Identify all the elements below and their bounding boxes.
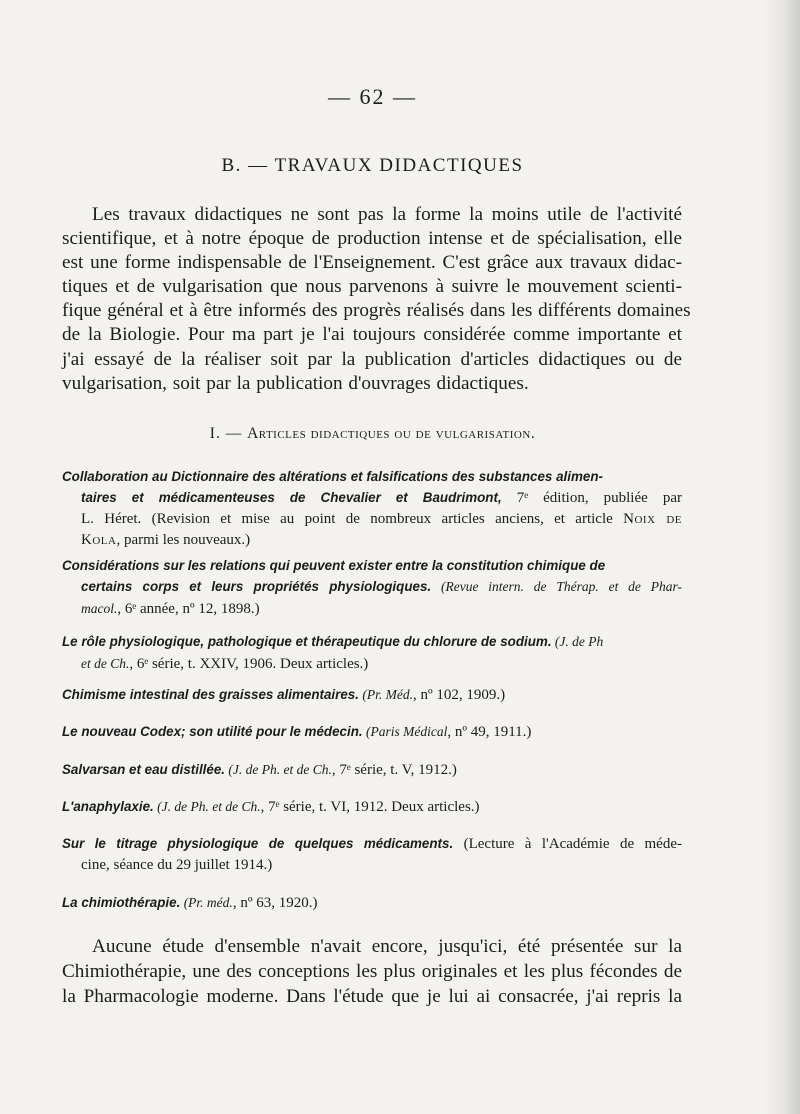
- entry-title: La chimiothérapie.: [62, 895, 181, 910]
- entry-line: [62, 598, 682, 620]
- entry-ref: 7ᵉ édition, publiée par: [501, 490, 683, 506]
- entry-text-smallcaps: Noix de: [623, 511, 683, 527]
- entry-title: Salvarsan et eau distillée.: [62, 762, 226, 777]
- entry-text: , nº 49, 1911.): [447, 724, 532, 740]
- entry-line: [62, 721, 682, 743]
- entry-text: cine, séance du 29 juillet 1914.): [81, 857, 273, 873]
- text-line: Aucune étude d'ensemble n'avait encore, jusqu'ici, été présentée sur la: [92, 936, 682, 957]
- bibliography-entry: [62, 796, 682, 818]
- text-line: vulgarisation, soit par la publication d'ouvrages didactiques.: [62, 372, 529, 394]
- entry-text-smallcaps: Kola: [81, 532, 117, 548]
- entry-line: [62, 796, 682, 818]
- text-line: Chimiothérapie, une des conceptions les plus originales et les plus fécondes de: [62, 961, 682, 982]
- bibliography-entry: [62, 555, 682, 620]
- entry-text: , 7ᵉ série, t. V, 1912.): [331, 762, 457, 778]
- subheading-number: I. —: [209, 425, 248, 442]
- section-title: B. — TRAVAUX DIDACTIQUES: [221, 155, 524, 176]
- text-line: tiques et de vulgarisation que nous parvenons à suivre le mouvement scienti-: [62, 276, 682, 298]
- entry-title: taires et médicamenteuses de Chevalier et Baudrimont,: [81, 490, 502, 505]
- entry-line: [62, 576, 682, 598]
- entry-text: , parmi les nouveaux.): [116, 532, 251, 548]
- entry-line: [62, 487, 682, 509]
- entry-text: , nº 102, 1909.): [412, 687, 506, 703]
- entry-title: Considérations sur les relations qui peuvent exister entre la constitution chimique de: [62, 558, 606, 573]
- entry-title: Le nouveau Codex; son utilité pour le médecin.: [62, 724, 363, 739]
- entry-text: , 6ᵉ série, t. XXIV, 1906. Deux articles.): [129, 656, 369, 672]
- bibliography-entry: [62, 892, 682, 914]
- entry-title: Sur le titrage physiologique de quelques médicaments.: [62, 836, 454, 851]
- text-line: de la Biologie. Pour ma part je l'ai toujours considérée comme importante et: [62, 324, 682, 346]
- entry-line: [62, 653, 682, 675]
- subheading: [0, 425, 745, 443]
- text-line: fique général et à être informés des progrès réalisés dans les différents domaines: [62, 300, 691, 322]
- entry-ref: (J. de Ph: [551, 634, 604, 649]
- entry-text: (Lecture à l'Académie de méde-: [453, 836, 682, 852]
- entry-line: [62, 631, 682, 653]
- entry-ref: (J. de Ph. et de Ch.: [225, 762, 332, 777]
- entry-title: Le rôle physiologique, pathologique et thérapeutique du chlorure de sodium.: [62, 634, 552, 649]
- subheading-text: Articles didactiques ou de vulgarisation.: [247, 425, 536, 442]
- text-line: Les travaux didactiques ne sont pas la forme la moins utile de l'activité: [92, 204, 682, 225]
- entry-text: , 7ᵉ série, t. VI, 1912. Deux articles.): [260, 799, 480, 815]
- entry-text: , 6ᵉ année, nº 12, 1898.): [117, 601, 260, 617]
- bibliography-entry: [62, 759, 682, 781]
- entry-ref: (Paris Médical: [362, 724, 448, 739]
- entry-ref: macol.: [81, 601, 118, 616]
- entry-text: , nº 63, 1920.): [232, 895, 318, 911]
- entry-ref: (J. de Ph. et de Ch.: [153, 799, 261, 814]
- bibliography-entry: [62, 466, 682, 551]
- entry-ref: (Pr. méd.: [180, 895, 233, 910]
- bibliography-entry: [62, 631, 682, 675]
- entry-line: [62, 892, 682, 914]
- page-edge-shadow: [762, 0, 800, 1114]
- closing-paragraph: [62, 934, 682, 1009]
- entry-line: [62, 509, 682, 530]
- entry-title: Collaboration au Dictionnaire des altérations et falsifications des substances alimen-: [62, 469, 603, 484]
- page-number: — 62 —: [328, 84, 417, 109]
- intro-paragraph: [62, 203, 691, 396]
- text-line: est une forme indispensable de l'Enseignement. C'est grâce aux travaux didac-: [62, 252, 682, 274]
- entry-line: [62, 684, 682, 706]
- bibliography-entry: [62, 684, 682, 706]
- entry-title: L'anaphylaxie.: [62, 799, 154, 814]
- entry-title: Chimisme intestinal des graisses alimentaires.: [62, 687, 359, 702]
- entry-line: [62, 759, 682, 781]
- entry-title: certains corps et leurs propriétés physiologiques.: [81, 579, 432, 594]
- text-line: j'ai essayé de la réaliser soit par la publication d'articles didactiques ou de: [62, 348, 682, 370]
- text-line: scientifique, et à notre époque de production intense et de spécialisation, elle: [62, 228, 682, 250]
- entry-line: [62, 530, 682, 551]
- entry-line: [62, 833, 682, 855]
- entry-ref: (Revue intern. de Thérap. et de Phar-: [431, 579, 682, 594]
- text-line: la Pharmacologie moderne. Dans l'étude que je lui ai consacrée, j'ai repris la: [62, 986, 682, 1007]
- bibliography-entry: [62, 833, 682, 876]
- entry-text: L. Héret. (Revision et mise au point de nombreux articles anciens, et article: [81, 511, 624, 527]
- entry-ref: (Pr. Méd.: [358, 687, 413, 702]
- entry-ref: et de Ch.: [81, 656, 130, 671]
- bibliography-entry: [62, 721, 682, 743]
